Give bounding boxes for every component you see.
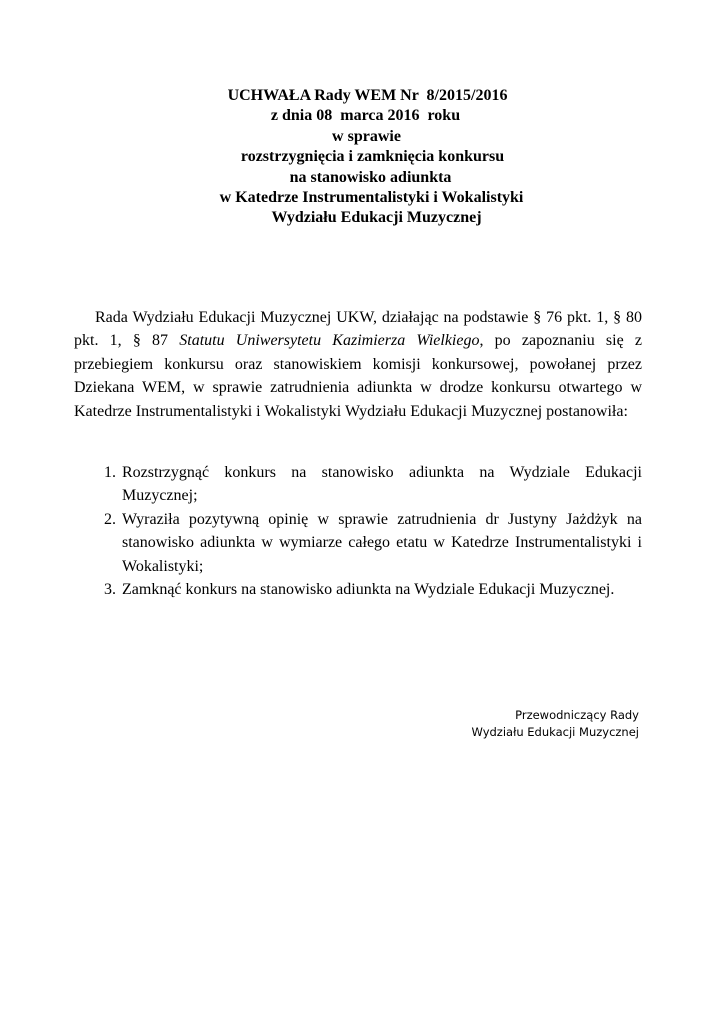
heading-resolution-number: UCHWAŁA Rady WEM Nr 8/2015/2016 xyxy=(227,87,508,104)
resolution-heading xyxy=(0,86,725,229)
signature-faculty: Wydziału Edukacji Muzycznej xyxy=(471,725,639,739)
list-item-text: Rozstrzygnąć konkurs na stanowisko adiunkta na Wydziale Edukacji Muzycznej; xyxy=(122,464,642,505)
list-item-number: 3. xyxy=(104,581,116,599)
signature-block xyxy=(472,707,639,741)
heading-date: z dnia 08 marca 2016 roku xyxy=(270,107,461,125)
heading-position: na stanowisko adiunkta xyxy=(289,168,452,186)
list-item-text: Zamknąć konkurs na stanowisko adiunkta na Wydziale Edukacji Muzycznej. xyxy=(122,581,615,599)
list-item xyxy=(74,508,642,578)
list-item xyxy=(74,461,642,508)
heading-faculty: Wydziału Edukacji Muzycznej xyxy=(271,209,482,227)
heading-department: w Katedrze Instrumentalistyki i Wokalistyki xyxy=(219,189,524,207)
intro-paragraph xyxy=(74,306,642,423)
decision-list xyxy=(74,461,642,601)
heading-subject: rozstrzygnięcia i zamknięcia konkursu xyxy=(240,148,505,166)
signature-role: Przewodniczący Rady xyxy=(515,708,639,722)
list-item-text: Wyraziła pozytywną opinię w sprawie zatrudnienia dr Justyny Jażdżyk na stanowisko adiunkta w wymiarze całego etatu w Katedrze Instrumentalistyki i Wokalistyki; xyxy=(122,510,642,575)
heading-subject-intro: w sprawie xyxy=(332,127,401,145)
intro-text-start: Rada Wydziału Edukacji Muzycznej UKW, działając na podstawie § 76 pkt. 1, § 80 pkt. 1, § 87 xyxy=(74,309,642,350)
intro-text-end: , po zapoznaniu się z przebiegiem konkursu oraz stanowiskiem komisji konkursowej, powołanej przez Dziekana WEM, w sprawie zatrudnienia adiunkta w drodze konkursu otwartego w Katedrze Instrumentalistyki i Wokalistyki Wydziału Edukacji Muzycznej postanowiła: xyxy=(74,332,643,420)
list-item-number: 2. xyxy=(104,510,116,528)
list-item-number: 1. xyxy=(104,464,116,481)
statute-title: Statutu Uniwersytetu Kazimierza Wielkiego xyxy=(179,332,480,350)
list-item xyxy=(74,578,642,601)
